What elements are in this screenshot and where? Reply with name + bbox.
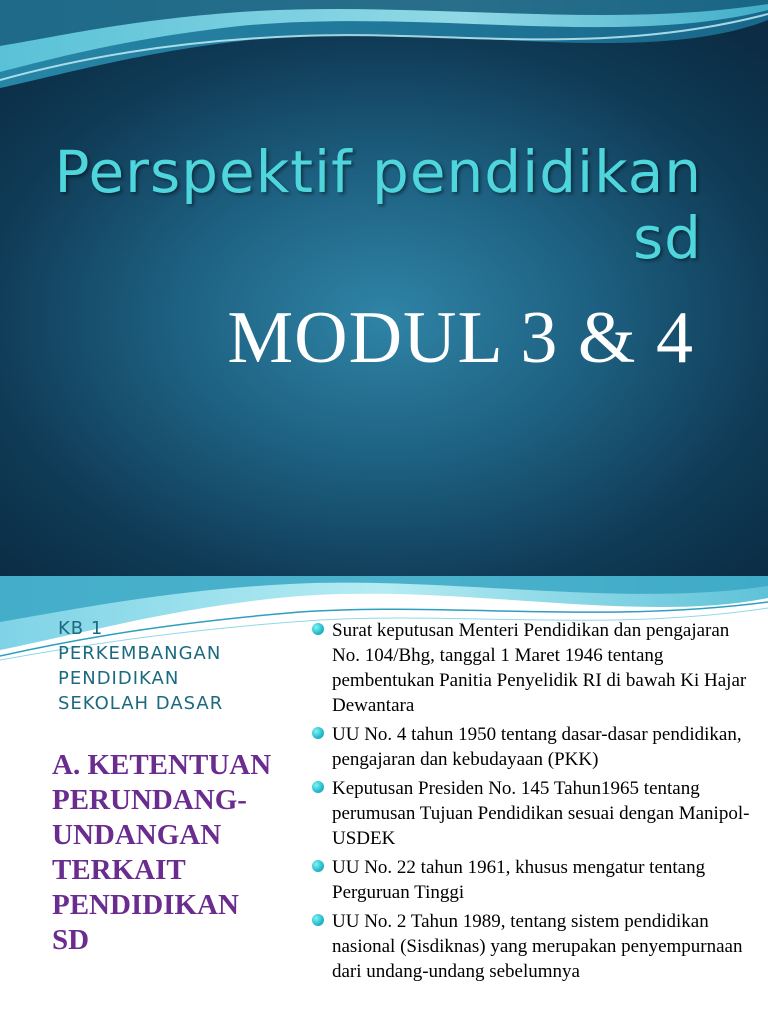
circle-bullet-icon [312,781,324,793]
slide-subtitle: MODUL 3 & 4 [227,297,694,379]
kb-heading-line: PERKEMBANGAN [58,643,222,664]
section-title-line: PENDIDIKAN [52,889,239,921]
list-item [312,855,752,905]
regulation-list [312,618,752,988]
section-title-line: TERKAIT [52,854,186,886]
kb-heading-line: KB 1 [58,618,104,639]
content-slide [0,576,768,1024]
section-title-line: PERUNDANG- [52,784,247,816]
section-title-line: UNDANGAN [52,819,222,851]
list-item-text: Keputusan Presiden No. 145 Tahun1965 tentang perumusan Tujuan Pendidikan sesuai dengan Manipol-USDEK [332,778,750,849]
kb-heading [58,616,298,716]
list-item [312,722,752,772]
list-item-text: UU No. 4 tahun 1950 tentang dasar-dasar pendidikan, pengajaran dan kebudayaan (PKK) [332,724,742,770]
kb-heading-line: SEKOLAH DASAR [58,693,224,714]
slide-title-line-2: sd [632,204,702,272]
list-item-text: UU No. 2 Tahun 1989, tentang sistem pendidikan nasional (Sisdiknas) yang merupakan penyempurnaan dari undang-undang sebelumnya [332,911,743,982]
circle-bullet-icon [312,623,324,635]
list-item-text: Surat keputusan Menteri Pendidikan dan pengajaran No. 104/Bhg, tanggal 1 Maret 1946 tentang pembentukan Panitia Penyelidik RI di bawah Ki Hajar Dewantara [332,620,747,716]
list-item [312,618,752,718]
list-item [312,776,752,851]
section-title-line: A. KETENTUAN [52,749,272,781]
wave-decoration [0,0,768,110]
section-title-line: SD [52,924,90,956]
list-item-text: UU No. 22 tahun 1961, khusus mengatur tentang Perguruan Tinggi [332,857,706,903]
circle-bullet-icon [312,727,324,739]
circle-bullet-icon [312,914,324,926]
list-item [312,909,752,984]
circle-bullet-icon [312,860,324,872]
kb-heading-line: PENDIDIKAN [58,668,180,689]
section-title [52,748,292,958]
slide-title-line-1: Perspektif pendidikan [54,138,702,206]
